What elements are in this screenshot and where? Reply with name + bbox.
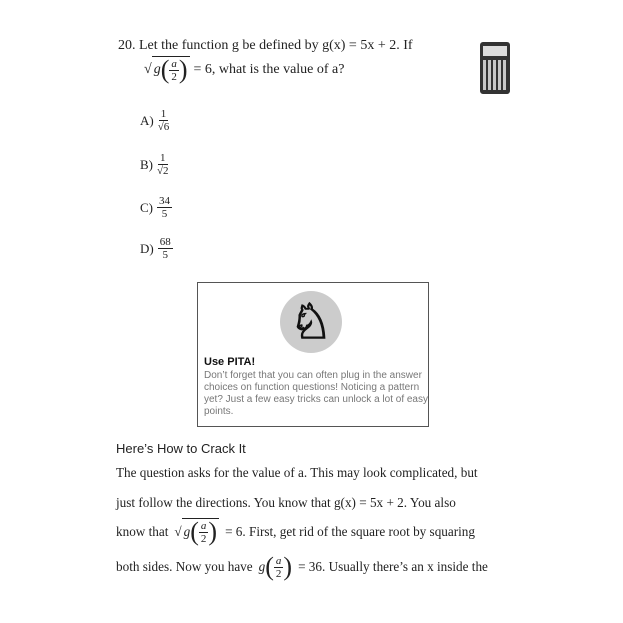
g: g	[153, 62, 161, 77]
num: 1	[160, 108, 167, 120]
section-heading: Here’s How to Crack It	[116, 441, 246, 456]
paragraph-line	[116, 518, 475, 545]
text: both sides. Now you have	[116, 559, 253, 574]
num: 34	[159, 195, 170, 207]
choice-label: D)	[140, 240, 154, 256]
choice-c[interactable]	[140, 195, 172, 220]
num: a	[171, 57, 177, 70]
den: 2	[275, 567, 282, 580]
paragraph-line: both sides. Now you have g ( $\frac{a}{2}$ ) = 36. Usually there’s an x inside the	[116, 552, 488, 581]
text: = 36. Usually there’s an x inside the	[298, 559, 488, 574]
g: g	[258, 559, 266, 574]
den: 5	[162, 249, 168, 261]
chess-knight-icon: ♘	[280, 291, 342, 353]
text: know that	[116, 523, 169, 539]
question	[118, 38, 468, 83]
paragraph-line: The question asks for the value of a. This may look complicated, but	[116, 465, 478, 480]
tip-title: Use PITA!	[204, 356, 256, 368]
choice-label: C)	[140, 199, 153, 215]
calculator-icon	[480, 42, 510, 94]
g: g	[183, 524, 191, 539]
num: a	[275, 554, 282, 567]
question-text: Let the function g be defined by g(x) = 5x + 2. If	[139, 38, 413, 53]
num: 68	[159, 236, 171, 248]
den: 2	[171, 70, 177, 83]
paragraph-line: just follow the directions. You know that g(x) = 5x + 2. You also	[116, 495, 456, 510]
choice-d[interactable]	[140, 236, 173, 261]
choice-label: B)	[140, 156, 153, 172]
choice-label: A)	[140, 112, 154, 128]
equation-rhs: = 6, what is the value of a?	[193, 61, 345, 77]
den: √6	[157, 121, 170, 133]
den: √2	[157, 165, 169, 177]
choice-b[interactable]	[140, 152, 169, 177]
den: 2	[200, 532, 207, 545]
num: 1	[160, 152, 166, 164]
choice-a[interactable]	[140, 108, 169, 133]
sqrt-expression: √ g ( $\frac{a}{2}$ )	[144, 55, 188, 84]
sqrt-expression: √ g ( $\frac{a}{2}$ )	[174, 517, 218, 546]
text: = 6. First, get rid of the square root by squaring	[225, 523, 475, 539]
den: 5	[161, 208, 168, 220]
tip-box	[197, 282, 429, 427]
question-number: 20.	[118, 38, 136, 53]
tip-body: Don’t forget that you can often plug in the answer choices on function questions! Noticing a pattern yet? Just a few easy tricks can unlock a lot of easy points.	[204, 370, 428, 417]
num: a	[200, 519, 207, 532]
